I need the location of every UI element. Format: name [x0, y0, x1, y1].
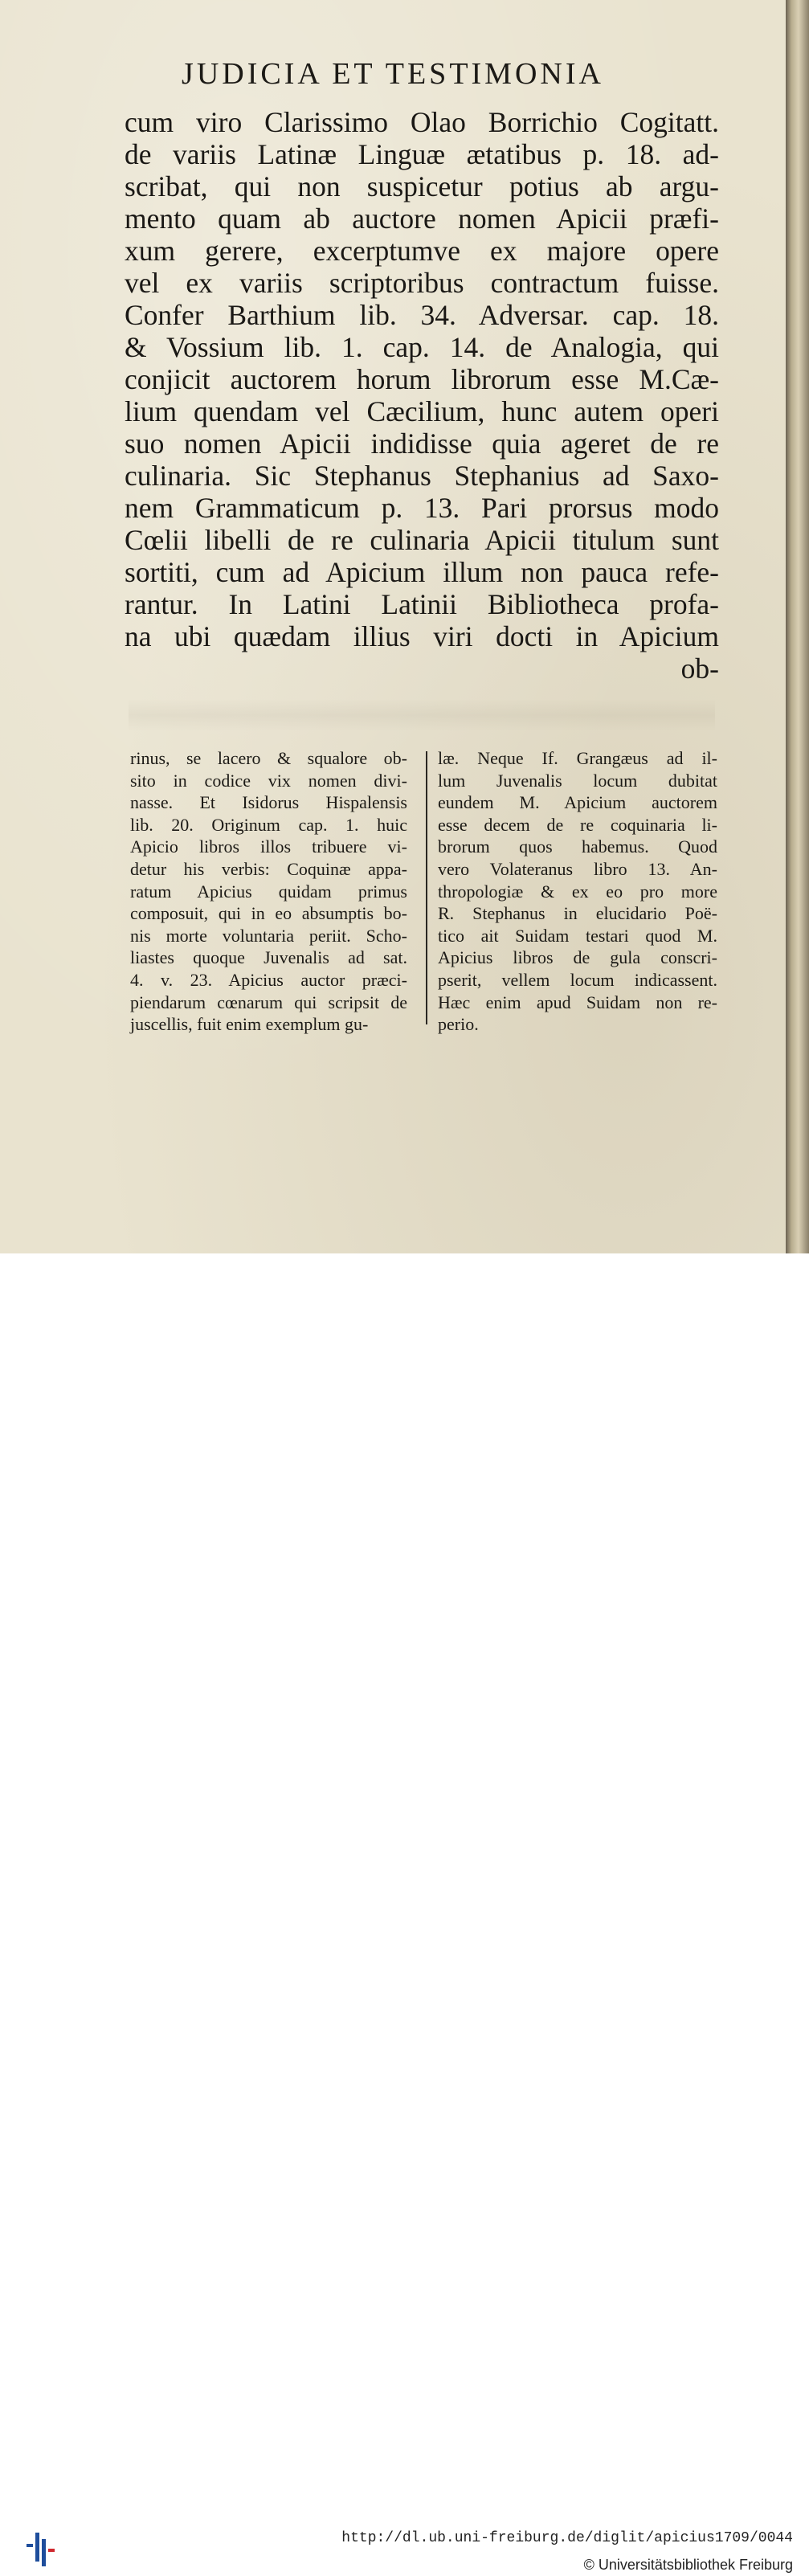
main-text-block — [125, 106, 719, 685]
main-text-line: culinaria. Sic Stephanus Stephanius ad Saxo- — [125, 460, 719, 492]
main-text-line: suo nomen Apicii indidisse quia ageret de re — [125, 427, 719, 460]
main-text-line: Cœlii libelli de re culinaria Apicii titulum sunt — [125, 524, 719, 556]
permalink-url[interactable]: http://dl.ub.uni-freiburg.de/diglit/apicius1709/0044 — [341, 2530, 793, 2546]
running-head: JUDICIA ET TESTIMONIA — [182, 57, 604, 91]
footnote-line: composuit, qui in eo absumptis bo- — [130, 903, 407, 924]
footnote-line: læ. Neque If. Grangæus ad il- — [438, 748, 717, 768]
main-text-line: rantur. In Latini Latinii Bibliotheca profa- — [125, 588, 719, 620]
footnote-line: tico ait Suidam testari quod M. — [438, 925, 717, 946]
footnote-line: thropologiæ & ex eo pro more — [438, 881, 717, 902]
footnote-line: ratum Apicius quidam primus — [130, 881, 407, 902]
footnote-line: pserit, vellem locum indicassent. — [438, 969, 717, 990]
footnote-line: nasse. Et Isidorus Hispalensis — [130, 792, 407, 813]
main-text-line: ob- — [680, 652, 719, 685]
main-text-line: vel ex variis scriptoribus contractum fuisse. — [125, 267, 719, 299]
main-text-line: Confer Barthium lib. 34. Adversar. cap. 18. — [125, 299, 719, 331]
footnote-line: rinus, se lacero & squalore ob- — [130, 748, 407, 768]
footnote-line: eundem M. Apicium auctorem — [438, 792, 717, 813]
main-text-line: sortiti, cum ad Apicium illum non pauca refe- — [125, 556, 719, 588]
copyright-notice: © Universitätsbibliothek Freiburg — [583, 2557, 793, 2573]
viewer-footer — [0, 1253, 809, 2573]
footnote-line: perio. — [438, 1014, 479, 1035]
footnote-column-left — [130, 747, 407, 1036]
footnote-line: sito in codice vix nomen divi- — [130, 770, 407, 791]
main-text-line: nem Grammaticum p. 13. Pari prorsus modo — [125, 492, 719, 524]
footnote-line: Hæc enim apud Suidam non re- — [438, 992, 717, 1012]
main-text-line: scribat, qui non suspicetur potius ab argu- — [125, 170, 719, 202]
main-text-line: xum gerere, excerptumve ex majore opere — [125, 235, 719, 267]
main-text-line: mento quam ab auctore nomen Apicii præfi- — [125, 202, 719, 235]
show-through-text — [129, 699, 715, 731]
footnote-line: lib. 20. Originum cap. 1. huic — [130, 814, 407, 835]
footnote-column-right — [438, 747, 717, 1036]
footnote-line: lum Juvenalis locum dubitat — [438, 770, 717, 791]
main-text-line: & Vossium lib. 1. cap. 14. de Analogia, qui — [125, 331, 719, 363]
footnote-line: 4. v. 23. Apicius auctor præci- — [130, 969, 407, 990]
footnote-line: nis morte voluntaria periit. Scho- — [130, 925, 407, 946]
footnote-line: juscellis, fuit enim exemplum gu- — [130, 1014, 369, 1035]
book-spine-edge — [786, 0, 809, 1253]
main-text-line: conjicit auctorem horum librorum esse M.Cæ- — [125, 363, 719, 395]
footnote-line: esse decem de re coquinaria li- — [438, 814, 717, 835]
column-divider — [426, 751, 427, 1024]
footnote-line: Apicius libros de gula conscri- — [438, 947, 717, 968]
footnote-line: liastes quoque Juvenalis ad sat. — [130, 947, 407, 968]
main-text-line: de variis Latinæ Linguæ ætatibus p. 18. ad- — [125, 138, 719, 170]
footnote-line: detur his verbis: Coquinæ appa- — [130, 858, 407, 879]
footnote-line: piendarum cœnarum qui scripsit de — [130, 992, 407, 1012]
main-text-line: na ubi quædam illius viri docti in Apicium — [125, 620, 719, 652]
main-text-line: lium quendam vel Cæcilium, hunc autem operi — [125, 395, 719, 427]
main-text-line: cum viro Clarissimo Olao Borrichio Cogitatt. — [125, 106, 719, 138]
ub-freiburg-logo — [24, 2520, 56, 2576]
footnote-line: brorum quos habemus. Quod — [438, 836, 717, 857]
footnote-line: R. Stephanus in elucidario Poë- — [438, 903, 717, 924]
book-page — [0, 0, 786, 1253]
footnote-line: vero Volateranus libro 13. An- — [438, 858, 717, 879]
footnote-line: Apicio libros illos tribuere vi- — [130, 836, 407, 857]
